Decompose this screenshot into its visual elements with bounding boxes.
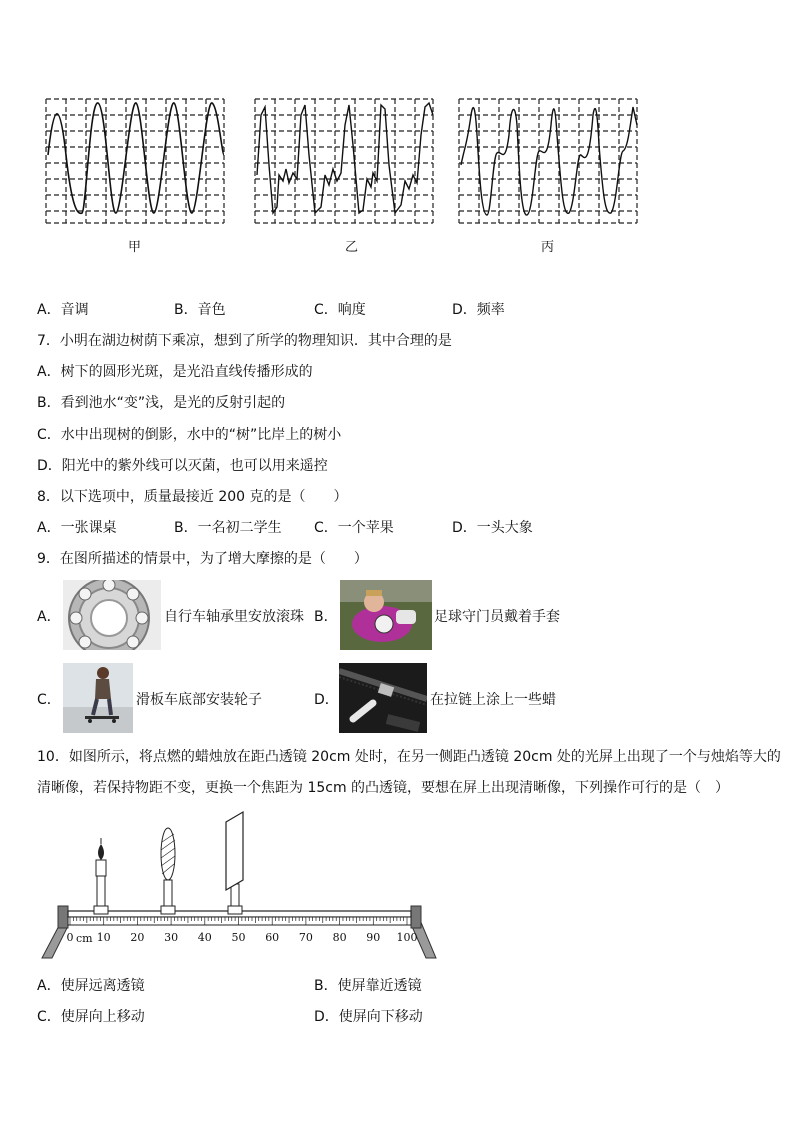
q6-option-d[interactable]: [452, 300, 505, 320]
option-text: 使屏向上移动: [60, 1009, 145, 1025]
q9-option-b-letter[interactable]: B．: [314, 609, 338, 625]
option-text: 使屏远离透镜: [60, 978, 145, 994]
option-letter: B．: [174, 302, 198, 318]
skateboard-graphic: [63, 663, 133, 733]
bench-unit-label: cm: [76, 932, 93, 945]
q9-option-d-caption: 在拉链上涂上一些蜡: [430, 692, 556, 708]
option-text: 响度: [337, 302, 366, 318]
bench-tick-label: 10: [96, 931, 111, 944]
bench-tick-label: 100: [396, 931, 418, 944]
option-letter: D．: [314, 1009, 339, 1025]
q6-option-b[interactable]: [174, 300, 226, 320]
option-letter: B．: [174, 520, 198, 536]
q7-option-c[interactable]: C．水中出现树的倒影，水中的“树”比岸上的树小: [37, 427, 342, 443]
q6-option-a[interactable]: [37, 300, 89, 320]
q8-stem: 8．以下选项中，质量最接近 200 克的是（ ）: [37, 489, 348, 505]
q8-option-c[interactable]: [314, 518, 394, 538]
waveform-label-jia: 甲: [128, 240, 142, 255]
bench-tick-label: 0: [66, 931, 74, 944]
bench-tick-label: 80: [332, 931, 347, 944]
q10-option-d[interactable]: [314, 1007, 423, 1027]
bench-tick-label: 70: [298, 931, 313, 944]
waveform-label-bing: 丙: [541, 240, 555, 255]
q7-option-a[interactable]: A．树下的圆形光斑，是光沿直线传播形成的: [37, 364, 313, 380]
option-letter: C．: [314, 302, 338, 318]
option-letter: C．: [37, 1009, 61, 1025]
bearing-image: [63, 580, 161, 650]
waveform-figure-bing: [457, 95, 639, 225]
bearing-graphic: [63, 580, 161, 650]
q9-option-a-letter[interactable]: A．: [37, 609, 61, 625]
waveform-label-yi: 乙: [345, 240, 359, 255]
bench-tick-label: 30: [164, 931, 179, 944]
q10-option-c[interactable]: [37, 1007, 145, 1027]
q10-option-a[interactable]: [37, 976, 145, 996]
q7-option-d[interactable]: D．阳光中的紫外线可以灭菌，也可以用来遥控: [37, 458, 328, 474]
waveform-figure-jia: [44, 95, 226, 225]
q9-stem: 9．在图所描述的情景中，为了增大摩擦的是（ ）: [37, 551, 368, 567]
q10-option-b[interactable]: [314, 976, 422, 996]
option-text: 音色: [197, 302, 226, 318]
option-text: 一头大象: [476, 520, 533, 536]
bench-tick-label: 20: [130, 931, 145, 944]
option-text: 音调: [60, 302, 89, 318]
q8-option-d[interactable]: [452, 518, 533, 538]
bench-tick-label: 50: [231, 931, 246, 944]
q7-stem: 7．小明在湖边树荫下乘凉，想到了所学的物理知识．其中合理的是: [37, 333, 452, 349]
option-text: 使屏向下移动: [338, 1009, 423, 1025]
option-letter: D．: [452, 302, 477, 318]
option-letter: B．: [314, 978, 338, 994]
waveform-figure-yi: [253, 95, 435, 225]
option-letter: D．: [452, 520, 477, 536]
bench-tick-label: 40: [197, 931, 212, 944]
zipper-image: [339, 663, 427, 733]
option-text: 一个苹果: [337, 520, 394, 536]
waveform-yi-graphic: [253, 95, 435, 225]
skateboard-image: [63, 663, 133, 733]
option-letter: C．: [314, 520, 338, 536]
q6-option-c[interactable]: [314, 300, 366, 320]
goalkeeper-graphic: [340, 580, 432, 650]
q8-option-a[interactable]: [37, 518, 117, 538]
q9-option-c-letter[interactable]: C．: [37, 692, 61, 708]
option-letter: A．: [37, 302, 61, 318]
option-letter: A．: [37, 978, 61, 994]
option-text: 频率: [476, 302, 505, 318]
q10-stem-line2: 清晰像，若保持物距不变，更换一个焦距为 15cm 的凸透镜，要想在屏上出现清晰像，下列操作可行的是（ ）: [37, 780, 730, 796]
q9-option-b-caption: 足球守门员戴着手套: [434, 609, 560, 625]
optical-bench-graphic: [38, 808, 443, 968]
waveform-jia-graphic: [44, 95, 226, 225]
q9-option-a-caption: 自行车轴承里安放滚珠: [164, 609, 304, 625]
q10-stem-line1: 10．如图所示，将点燃的蜡烛放在距凸透镜 20cm 处时，在另一侧距凸透镜 20cm 处的光屏上出现了一个与烛焰等大的: [37, 749, 781, 765]
q7-option-b[interactable]: B．看到池水“变”浅，是光的反射引起的: [37, 395, 286, 411]
bench-tick-label: 90: [366, 931, 381, 944]
goalkeeper-image: [340, 580, 432, 650]
zipper-graphic: [339, 663, 427, 733]
optical-bench-diagram: [38, 808, 443, 968]
waveform-bing-graphic: [457, 95, 639, 225]
option-letter: A．: [37, 520, 61, 536]
option-text: 使屏靠近透镜: [337, 978, 422, 994]
q9-option-d-letter[interactable]: D．: [314, 692, 339, 708]
option-text: 一张课桌: [60, 520, 117, 536]
q9-option-c-caption: 滑板车底部安装轮子: [136, 692, 262, 708]
q8-option-b[interactable]: [174, 518, 282, 538]
bench-tick-label: 60: [265, 931, 280, 944]
option-text: 一名初二学生: [197, 520, 282, 536]
